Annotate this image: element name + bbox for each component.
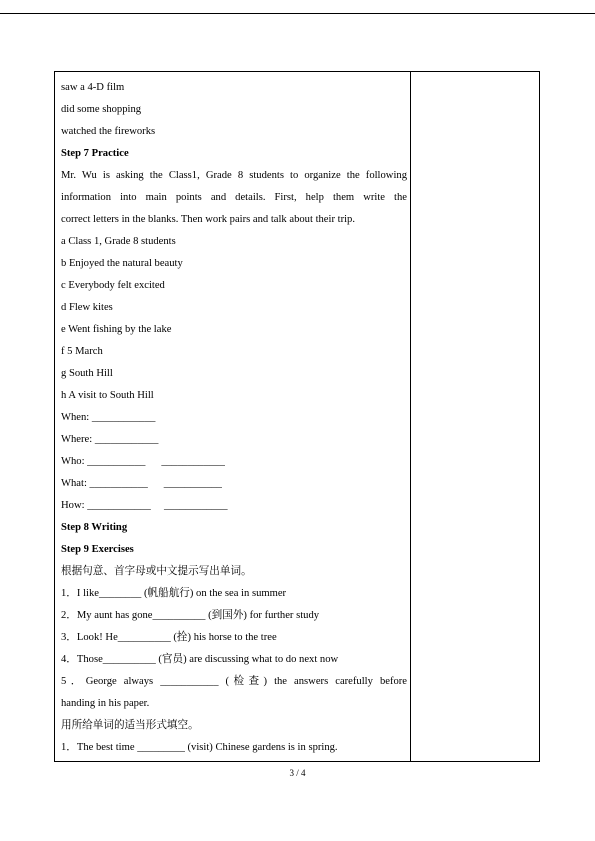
exercise-item: 2．My aunt has gone__________ (到国外) for further study (61, 610, 320, 621)
lesson-table (54, 71, 540, 762)
blank-line-when: When: ____________ (61, 412, 156, 423)
option-item: d Flew kites (61, 302, 113, 313)
blank-line-how: How: ____________ ____________ (61, 500, 228, 511)
option-item: c Everybody felt excited (61, 280, 165, 291)
text-line: did some shopping (61, 104, 142, 115)
lesson-content-cell (61, 77, 407, 759)
blank-line-where: Where: ____________ (61, 434, 159, 445)
option-item: e Went fishing by the lake (61, 324, 172, 335)
exercise-item-continued: handing in his paper. (61, 698, 150, 709)
instruction-line: 用所给单词的适当形式填空。 (61, 720, 199, 731)
text-line: watched the fireworks (61, 126, 156, 137)
header-rule (0, 13, 595, 14)
column-divider (410, 72, 411, 761)
exercise-item: 3．Look! He__________ (拴) his horse to the tree (61, 632, 277, 643)
step-heading: Step 8 Writing (61, 522, 128, 533)
exercise-item: 5．George always ___________ (检查) the answers carefully before (61, 676, 407, 687)
option-item: b Enjoyed the natural beauty (61, 258, 183, 269)
option-item: a Class 1, Grade 8 students (61, 236, 176, 247)
text-line: saw a 4-D film (61, 82, 125, 93)
step-heading: Step 7 Practice (61, 148, 129, 159)
step-heading: Step 9 Exercises (61, 544, 134, 555)
exercise-item: 4．Those__________ (官员) are discussing what to do next now (61, 654, 339, 665)
page-number: 3 / 4 (289, 768, 306, 778)
option-item: h A visit to South Hill (61, 390, 154, 401)
exercise-item: 1．I like________ (帆船航行) on the sea in summer (61, 588, 287, 599)
blank-line-what: What: ___________ ___________ (61, 478, 222, 489)
option-item: g South Hill (61, 368, 113, 379)
text-line: Mr. Wu is asking the Class1, Grade 8 students to organize the following (61, 170, 407, 181)
exercise-item: 1．The best time _________ (visit) Chinese gardens is in spring. (61, 742, 338, 753)
option-item: f 5 March (61, 346, 103, 357)
text-line: correct letters in the blanks. Then work pairs and talk about their trip. (61, 214, 355, 225)
text-line: information into main points and details. First, help them write the (61, 192, 407, 203)
blank-line-who: Who: ___________ ____________ (61, 456, 225, 467)
instruction-line: 根据句意、首字母或中文提示写出单词。 (61, 566, 252, 577)
